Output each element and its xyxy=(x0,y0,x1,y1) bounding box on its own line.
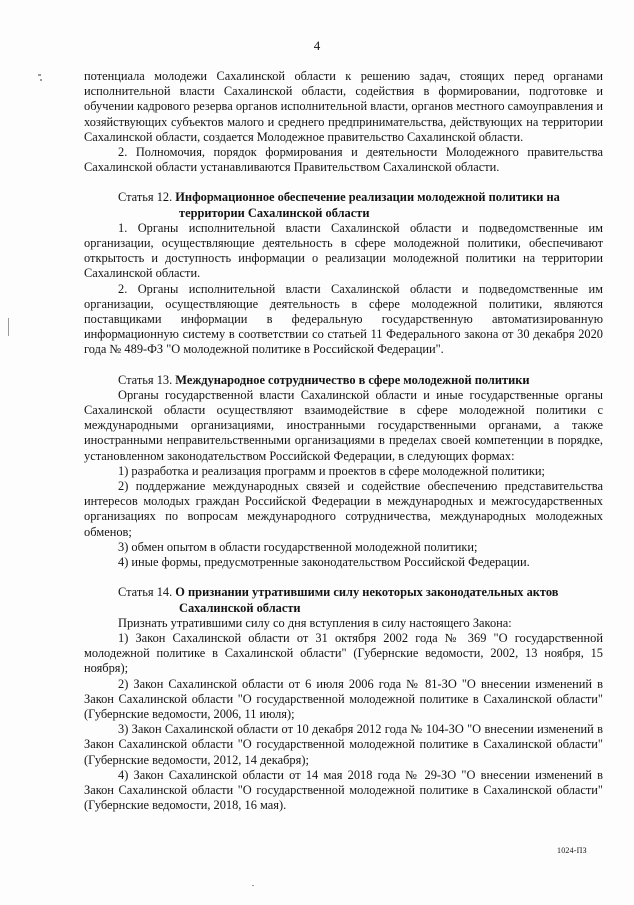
article-14-title: О признании утратившими силу некоторых законодательных актов xyxy=(175,585,559,600)
article-13-intro: Органы государственной власти Сахалинской области и иные государственные органы Сахалинской области осуществляют взаимодействие в сфере молодежной политики с международными организациями, иностранными государственными органами, а также иностранными неправительственными организациями в пределах своей компетенции в порядке, установленном законодательством Российской Федерации, в следующих формах: xyxy=(84,387,603,463)
list-item: 4) Закон Сахалинской области от 14 мая 2018 года № 29-ЗО "О внесении изменений в Закон Сахалинской области "О государственной молодежной политике в Сахалинской области" (Губернские ведомости, 2018, 16 мая). xyxy=(84,767,603,813)
article-13-label: Статья 13. xyxy=(118,372,176,387)
article-13-heading xyxy=(84,373,603,388)
article-13 xyxy=(84,373,603,571)
article-14-intro: Признать утратившими силу со дня вступления в силу настоящего Закона: xyxy=(118,615,512,630)
list-item: 2) Закон Сахалинской области от 6 июля 2006 года № 81-ЗО "О внесении изменений в Закон Сахалинской области "О государственной молодежной политике в Сахалинской области" (Губернские ведомости, 2006, 11 июля); xyxy=(84,676,603,721)
page-number: 4 xyxy=(313,38,321,53)
list-item: 1) разработка и реализация программ и проектов в сфере молодежной политики; xyxy=(118,463,545,478)
list-item: 3) Закон Сахалинской области от 10 декабря 2012 года № 104-ЗО "О внесении изменений в Закон Сахалинской области "О государственной молодежной политике в Сахалинской области" (Губернские ведомости, 2012, 14 декабря); xyxy=(84,722,603,767)
article-14 xyxy=(84,585,603,813)
paragraph-continuation: потенциала молодежи Сахалинской области к решению задач, стоящих перед органами исполнительной власти Сахалинской области, содействия в формировании, подготовке и обучении кадрового резерва органов исполнительной власти, органов местного самоуправления и хозяйствующих субъектов малого и среднего предпринимательства, действующих на территории Сахалинской области, создается Молодежное правительство Сахалинской области. xyxy=(84,69,603,144)
document-code: 1024-ПЗ xyxy=(557,846,587,855)
article-12-paragraph-1: 1. Органы исполнительной власти Сахалинской области и подведомственные им организации, осуществляющие деятельность в сфере молодежной политики, обеспечивают открытость и доступность информации о реализации молодежной политики на территории Сахалинской области. xyxy=(84,220,603,281)
article-14-heading xyxy=(84,585,603,600)
article-12-label: Статья 12. xyxy=(118,190,176,205)
list-item: 1) Закон Сахалинской области от 31 октября 2002 года № 369 "О государственной молодежной политике в Сахалинской области" (Губернские ведомости, 2002, 13 ноября, 15 ноября); xyxy=(84,630,603,676)
article-12-title-continued: территории Сахалинской области xyxy=(179,205,370,220)
paragraph-2: 2. Полномочия, порядок формирования и деятельности Молодежного правительства Сахалинской области устанавливаются Правительством Сахалинской области. xyxy=(84,145,603,175)
article-12 xyxy=(84,190,603,357)
list-item: 2) поддержание международных связей и содействие обеспечению представительства интересов молодых граждан Российской Федерации в международных и межгосударственных организациях по вопросам международного сотрудничества, международных молодежных обменов; xyxy=(84,479,603,539)
article-14-title-continued: Сахалинской области xyxy=(179,600,301,615)
article-14-label: Статья 14. xyxy=(118,585,176,600)
article-12-heading xyxy=(84,190,603,205)
document-body xyxy=(84,69,603,813)
list-item: 3) обмен опытом в области государственной молодежной политики; xyxy=(118,539,478,554)
article-12-paragraph-2: 2. Органы исполнительной власти Сахалинской области и подведомственные им организации, осуществляющие деятельность в сфере молодежной политики, являются поставщиками информации в федеральную государственную автоматизированную информационную систему в соответствии со статьей 11 Федерального закона от 30 декабря 2020 года № 489-ФЗ "О молодежной политике в Российской Федерации". xyxy=(84,281,603,357)
list-item: 4) иные формы, предусмотренные законодательством Российской Федерации. xyxy=(118,555,530,570)
article-13-title: Международное сотрудничество в сфере молодежной политики xyxy=(175,372,530,387)
article-12-title: Информационное обеспечение реализации молодежной политики на xyxy=(175,190,560,205)
